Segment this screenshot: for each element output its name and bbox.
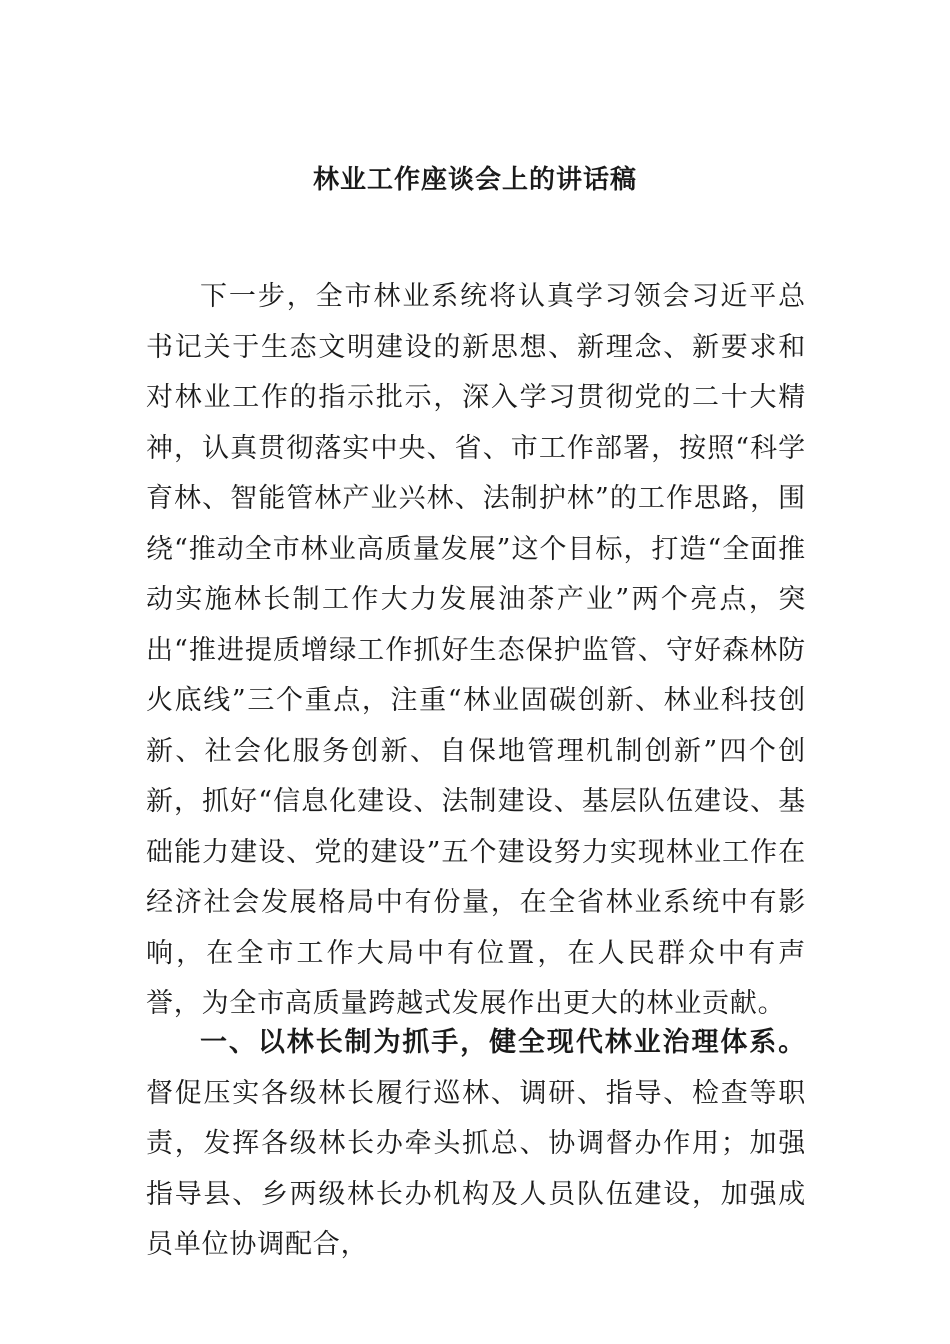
paragraph-text: 督促压实各级林长履行巡林、调研、指导、检查等职责，发挥各级林长办牵头抓总、协调督办作用；加强指导县、乡两级林长办机构及人员队伍建设，加强成员单位协调配合，	[146, 1077, 806, 1260]
paragraph-lead-heading: 一、以林长制为抓手，健全现代林业治理体系。	[200, 1027, 806, 1058]
paragraph-text: 下一步，全市林业系统将认真学习领会习近平总书记关于生态文明建设的新思想、新理念、新要求和对林业工作的指示批示，深入学习贯彻党的二十大精神，认真贯彻落实中央、省、市工作部署，按照“科学育林、智能管林产业兴林、法制护林”的工作思路，围绕“推动全市林业高质量发展”这个目标，打造“全面推动实施林长制工作大力发展油茶产业”两个亮点，突出“推进提质增绿工作抓好生态保护监管、守好森林防火底线”三个重点，注重“林业固碳创新、林业科技创新、社会化服务创新、自保地管理机制创新”四个创新，抓好“信息化建设、法制建设、基层队伍建设、基础能力建设、党的建设”五个建设努力实现林业工作在经济社会发展格局中有份量，在全省林业系统中有影响，在全市工作大局中有位置，在人民群众中有声誉，为全市高质量跨越式发展作出更大的林业贡献。	[146, 281, 806, 1019]
document-title: 林业工作座谈会上的讲话稿	[312, 165, 637, 195]
paragraph-next-steps	[146, 272, 806, 1030]
paragraph-forest-chief-system	[146, 1018, 806, 1271]
